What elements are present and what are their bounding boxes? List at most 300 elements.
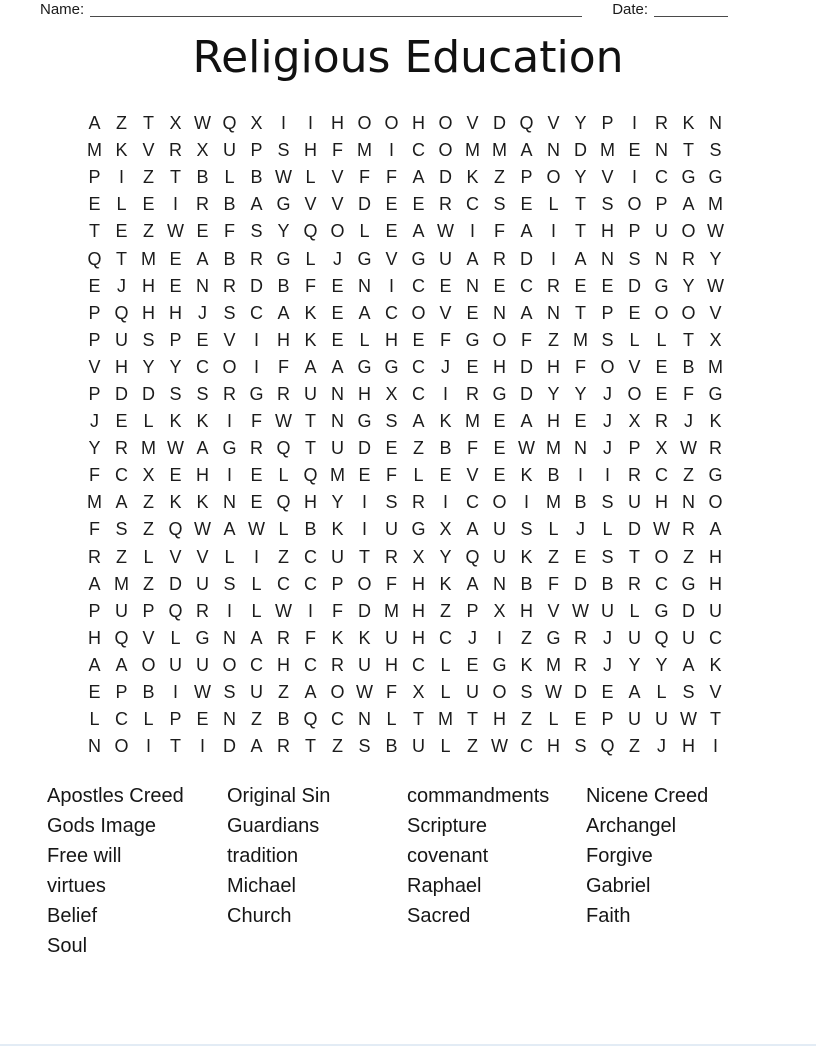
grid-letter: L [656, 682, 667, 703]
grid-letter: N [547, 140, 560, 161]
grid-letter: D [520, 383, 533, 404]
grid-letter: D [574, 682, 587, 703]
grid-letter: W [491, 736, 508, 757]
grid-letter: I [226, 411, 232, 432]
grid-letter: A [466, 519, 479, 540]
grid-letter: C [709, 627, 722, 648]
grid-letter: L [656, 329, 667, 350]
grid-letter: X [709, 329, 722, 350]
grid-letter: Z [548, 329, 559, 350]
grid-letter: X [196, 140, 209, 161]
grid-row [81, 164, 729, 191]
grid-letter: F [494, 221, 505, 242]
word-list-item: Raphael [407, 875, 482, 897]
grid-letter: A [520, 302, 533, 323]
grid-letter: D [520, 248, 533, 269]
grid-letter: J [603, 438, 612, 459]
grid-letter: D [223, 736, 236, 757]
grid-row [81, 435, 729, 462]
grid-letter: V [169, 546, 182, 567]
name-label: Name: [40, 1, 85, 18]
grid-letter: E [466, 356, 479, 377]
grid-letter: E [196, 329, 209, 350]
grid-letter: F [89, 519, 100, 540]
grid-letter: E [385, 221, 398, 242]
grid-letter: H [277, 329, 290, 350]
grid-letter: C [250, 302, 263, 323]
grid-letter: E [520, 194, 533, 215]
grid-letter: V [628, 356, 641, 377]
name-blank-line [90, 0, 582, 17]
grid-letter: W [275, 600, 292, 621]
grid-letter: U [331, 546, 344, 567]
grid-letter: T [575, 302, 586, 323]
grid-letter: P [628, 438, 641, 459]
grid-letter: U [601, 600, 614, 621]
grid-letter: I [577, 465, 583, 486]
grid-letter: L [359, 221, 370, 242]
word-list-item: Faith [586, 905, 631, 927]
grid-letter: G [249, 383, 264, 404]
grid-letter: G [384, 356, 399, 377]
grid-letter: I [631, 167, 637, 188]
grid-letter: H [547, 736, 560, 757]
grid-letter: H [142, 275, 155, 296]
grid-letter: P [115, 682, 128, 703]
grid-letter: U [115, 329, 128, 350]
grid-row [81, 516, 729, 543]
grid-letter: I [307, 600, 313, 621]
grid-letter: K [709, 411, 722, 432]
grid-letter: R [547, 275, 560, 296]
grid-letter: X [385, 383, 398, 404]
grid-letter: A [250, 736, 263, 757]
grid-letter: Q [303, 709, 318, 730]
grid-letter: V [331, 167, 344, 188]
grid-letter: L [386, 709, 397, 730]
grid-letter: R [169, 140, 182, 161]
word-list-column [227, 781, 330, 931]
word-list-item: Soul [47, 935, 88, 957]
grid-row [81, 462, 729, 489]
grid-letter: M [492, 140, 507, 161]
grid-letter: Y [142, 356, 155, 377]
grid-letter: R [682, 519, 695, 540]
grid-letter: H [331, 113, 344, 134]
grid-letter: O [114, 736, 129, 757]
grid-letter: S [196, 383, 209, 404]
grid-letter: M [600, 140, 615, 161]
grid-letter: R [250, 438, 263, 459]
grid-letter: B [682, 356, 695, 377]
grid-letter: L [278, 519, 289, 540]
grid-letter: E [88, 275, 101, 296]
grid-letter: K [196, 411, 209, 432]
grid-letter: P [88, 302, 101, 323]
grid-letter: V [466, 465, 479, 486]
grid-letter: E [250, 492, 263, 513]
grid-letter: J [576, 519, 585, 540]
grid-letter: H [412, 627, 425, 648]
grid-letter: W [572, 600, 589, 621]
grid-letter: A [520, 411, 533, 432]
word-list-item: Guardians [227, 815, 320, 837]
grid-letter: Q [222, 113, 237, 134]
grid-letter: L [278, 465, 289, 486]
grid-letter: I [631, 113, 637, 134]
grid-letter: R [331, 654, 344, 675]
grid-letter: K [709, 654, 722, 675]
grid-letter: R [277, 627, 290, 648]
grid-letter: A [88, 113, 101, 134]
grid-letter: V [196, 546, 209, 567]
grid-letter: I [253, 329, 259, 350]
grid-letter: K [439, 573, 452, 594]
grid-letter: A [304, 682, 317, 703]
word-list-item: virtues [47, 875, 106, 897]
grid-letter: L [629, 329, 640, 350]
grid-letter: O [384, 113, 399, 134]
grid-letter: Y [169, 356, 182, 377]
grid-letter: R [628, 573, 641, 594]
grid-letter: T [575, 194, 586, 215]
grid-letter: L [548, 709, 559, 730]
grid-letter: Y [628, 654, 641, 675]
grid-letter: C [304, 654, 317, 675]
grid-letter: H [304, 492, 317, 513]
grid-letter: M [546, 654, 561, 675]
grid-letter: I [361, 519, 367, 540]
grid-letter: E [493, 275, 506, 296]
grid-letter: Y [574, 113, 587, 134]
grid-letter: L [251, 600, 262, 621]
grid-letter: Z [413, 438, 424, 459]
grid-letter: H [115, 356, 128, 377]
grid-letter: C [304, 546, 317, 567]
grid-letter: G [681, 167, 696, 188]
grid-letter: W [194, 113, 211, 134]
grid-letter: G [654, 275, 669, 296]
grid-letter: G [222, 438, 237, 459]
grid-letter: Y [574, 383, 587, 404]
grid-letter: U [385, 519, 398, 540]
grid-letter: F [521, 329, 532, 350]
grid-letter: O [627, 194, 642, 215]
word-list-item: Nicene Creed [586, 785, 709, 807]
grid-letter: E [88, 194, 101, 215]
grid-letter: S [520, 682, 533, 703]
grid-letter: W [707, 275, 724, 296]
grid-letter: R [655, 411, 668, 432]
grid-letter: N [493, 573, 506, 594]
grid-letter: P [331, 573, 344, 594]
grid-letter: N [682, 492, 695, 513]
grid-letter: Y [88, 438, 101, 459]
grid-letter: O [438, 140, 453, 161]
grid-letter: M [87, 492, 102, 513]
grid-letter: R [250, 248, 263, 269]
grid-letter: N [547, 302, 560, 323]
grid-letter: W [275, 167, 292, 188]
grid-letter: O [654, 302, 669, 323]
grid-letter: S [250, 221, 263, 242]
grid-letter: G [276, 194, 291, 215]
grid-letter: D [142, 383, 155, 404]
grid-letter: R [385, 546, 398, 567]
grid-letter: A [466, 248, 479, 269]
word-list-item: Church [227, 905, 292, 927]
grid-letter: E [196, 709, 209, 730]
grid-letter: C [196, 356, 209, 377]
grid-letter: K [169, 411, 182, 432]
grid-letter: D [493, 113, 506, 134]
grid-letter: Y [547, 383, 560, 404]
grid-letter: D [358, 438, 371, 459]
grid-letter: M [141, 248, 156, 269]
grid-letter: T [116, 248, 127, 269]
grid-letter: V [439, 302, 452, 323]
grid-letter: K [331, 519, 344, 540]
grid-letter: G [492, 383, 507, 404]
grid-row [81, 652, 729, 679]
grid-letter: S [601, 546, 614, 567]
grid-letter: B [250, 167, 263, 188]
grid-letter: V [709, 682, 722, 703]
grid-letter: H [385, 329, 398, 350]
grid-letter: E [655, 383, 668, 404]
grid-letter: J [90, 411, 99, 432]
grid-letter: S [277, 140, 290, 161]
grid-letter: L [602, 519, 613, 540]
grid-letter: M [357, 140, 372, 161]
grid-letter: F [305, 275, 316, 296]
grid-letter: R [196, 194, 209, 215]
grid-letter: H [358, 383, 371, 404]
grid-letter: F [548, 573, 559, 594]
grid-letter: S [520, 519, 533, 540]
grid-row [81, 191, 729, 218]
grid-letter: E [493, 465, 506, 486]
grid-letter: U [196, 654, 209, 675]
grid-letter: Z [143, 221, 154, 242]
grid-letter: R [223, 275, 236, 296]
grid-letter: W [518, 438, 535, 459]
grid-letter: O [681, 302, 696, 323]
grid-letter: I [145, 736, 151, 757]
grid-letter: C [250, 654, 263, 675]
grid-letter: U [628, 492, 641, 513]
grid-letter: Y [574, 167, 587, 188]
grid-letter: K [466, 167, 479, 188]
grid-letter: V [304, 194, 317, 215]
grid-letter: I [361, 492, 367, 513]
grid-letter: O [627, 383, 642, 404]
grid-letter: S [574, 736, 587, 757]
grid-letter: S [385, 411, 398, 432]
grid-row [81, 300, 729, 327]
grid-letter: E [574, 411, 587, 432]
grid-letter: E [439, 465, 452, 486]
grid-letter: N [223, 492, 236, 513]
grid-letter: D [628, 519, 641, 540]
grid-letter: J [684, 411, 693, 432]
grid-letter: S [142, 329, 155, 350]
grid-letter: N [223, 709, 236, 730]
grid-letter: E [169, 465, 182, 486]
word-list-column [47, 781, 184, 961]
grid-letter: J [333, 248, 342, 269]
grid-letter: P [250, 140, 263, 161]
grid-letter: X [412, 682, 425, 703]
word-list-column [586, 781, 708, 931]
grid-letter: B [385, 736, 398, 757]
grid-letter: G [357, 248, 372, 269]
grid-letter: E [574, 275, 587, 296]
grid-letter: P [88, 167, 101, 188]
grid-letter: I [550, 248, 556, 269]
grid-letter: O [681, 221, 696, 242]
grid-letter: T [359, 546, 370, 567]
grid-letter: K [520, 546, 533, 567]
grid-letter: Z [629, 736, 640, 757]
grid-letter: Z [467, 736, 478, 757]
grid-letter: U [682, 627, 695, 648]
grid-letter: F [386, 573, 397, 594]
word-list-item: Belief [47, 905, 98, 927]
grid-letter: S [601, 329, 614, 350]
grid-row [81, 706, 729, 733]
grid-letter: O [330, 221, 345, 242]
grid-letter: U [169, 654, 182, 675]
grid-letter: L [548, 519, 559, 540]
grid-letter: H [682, 736, 695, 757]
grid-letter: F [305, 627, 316, 648]
grid-row [81, 110, 729, 137]
grid-letter: E [385, 438, 398, 459]
grid-letter: T [710, 709, 721, 730]
grid-letter: M [708, 194, 723, 215]
grid-letter: C [439, 627, 452, 648]
grid-letter: T [467, 709, 478, 730]
grid-letter: C [331, 709, 344, 730]
grid-letter: P [601, 302, 614, 323]
grid-letter: H [493, 709, 506, 730]
grid-letter: Z [521, 709, 532, 730]
word-list-item: commandments [407, 785, 550, 807]
grid-letter: V [88, 356, 101, 377]
grid-letter: E [250, 465, 263, 486]
grid-letter: A [88, 654, 101, 675]
grid-letter: A [574, 248, 587, 269]
grid-letter: I [253, 356, 259, 377]
grid-letter: R [277, 383, 290, 404]
grid-letter: A [196, 248, 209, 269]
grid-letter: E [493, 438, 506, 459]
grid-letter: P [628, 221, 641, 242]
grid-letter: G [492, 654, 507, 675]
grid-letter: N [601, 248, 614, 269]
grid-letter: A [520, 221, 533, 242]
grid-letter: R [655, 113, 668, 134]
word-list-item: tradition [227, 845, 299, 867]
grid-letter: I [496, 627, 502, 648]
grid-letter: U [466, 682, 479, 703]
grid-letter: S [223, 302, 236, 323]
grid-letter: J [603, 411, 612, 432]
grid-letter: G [195, 627, 210, 648]
grid-row [81, 354, 729, 381]
grid-letter: E [196, 221, 209, 242]
grid-letter: Y [277, 221, 290, 242]
grid-row [81, 489, 729, 516]
grid-letter: H [547, 356, 560, 377]
grid-letter: J [441, 356, 450, 377]
grid-letter: U [196, 573, 209, 594]
grid-letter: A [412, 411, 425, 432]
grid-letter: Q [114, 627, 129, 648]
grid-letter: A [682, 654, 695, 675]
word-list-item: covenant [407, 845, 489, 867]
grid-letter: K [304, 329, 317, 350]
grid-letter: M [87, 140, 102, 161]
grid-letter: Z [683, 546, 694, 567]
grid-letter: Z [683, 465, 694, 486]
grid-letter: U [331, 438, 344, 459]
grid-letter: O [330, 682, 345, 703]
grid-letter: I [604, 465, 610, 486]
grid-letter: L [305, 167, 316, 188]
grid-letter: W [653, 519, 670, 540]
grid-letter: S [358, 736, 371, 757]
grid-letter: R [628, 465, 641, 486]
grid-letter: V [601, 167, 614, 188]
grid-letter: H [196, 465, 209, 486]
grid-letter: O [492, 329, 507, 350]
grid-letter: T [305, 411, 316, 432]
grid-letter: V [223, 329, 236, 350]
grid-letter: U [250, 682, 263, 703]
date-blank-line [654, 0, 728, 17]
grid-letter: S [169, 383, 182, 404]
grid-letter: I [199, 736, 205, 757]
grid-letter: P [601, 709, 614, 730]
grid-letter: C [304, 573, 317, 594]
grid-letter: W [545, 682, 562, 703]
grid-letter: F [467, 438, 478, 459]
grid-letter: N [466, 275, 479, 296]
grid-letter: C [655, 167, 668, 188]
grid-letter: H [88, 627, 101, 648]
grid-row [81, 544, 729, 571]
grid-letter: R [115, 438, 128, 459]
word-list-item: Gabriel [586, 875, 651, 897]
grid-letter: O [357, 113, 372, 134]
grid-letter: X [250, 113, 263, 134]
grid-letter: F [332, 600, 343, 621]
grid-letter: O [141, 654, 156, 675]
grid-letter: K [520, 465, 533, 486]
grid-letter: E [439, 275, 452, 296]
grid-letter: I [388, 140, 394, 161]
grid-letter: G [357, 411, 372, 432]
grid-letter: O [222, 654, 237, 675]
grid-letter: H [142, 302, 155, 323]
grid-letter: P [169, 709, 182, 730]
grid-letter: M [465, 140, 480, 161]
grid-letter: E [655, 356, 668, 377]
grid-letter: E [574, 546, 587, 567]
grid-letter: V [547, 600, 560, 621]
